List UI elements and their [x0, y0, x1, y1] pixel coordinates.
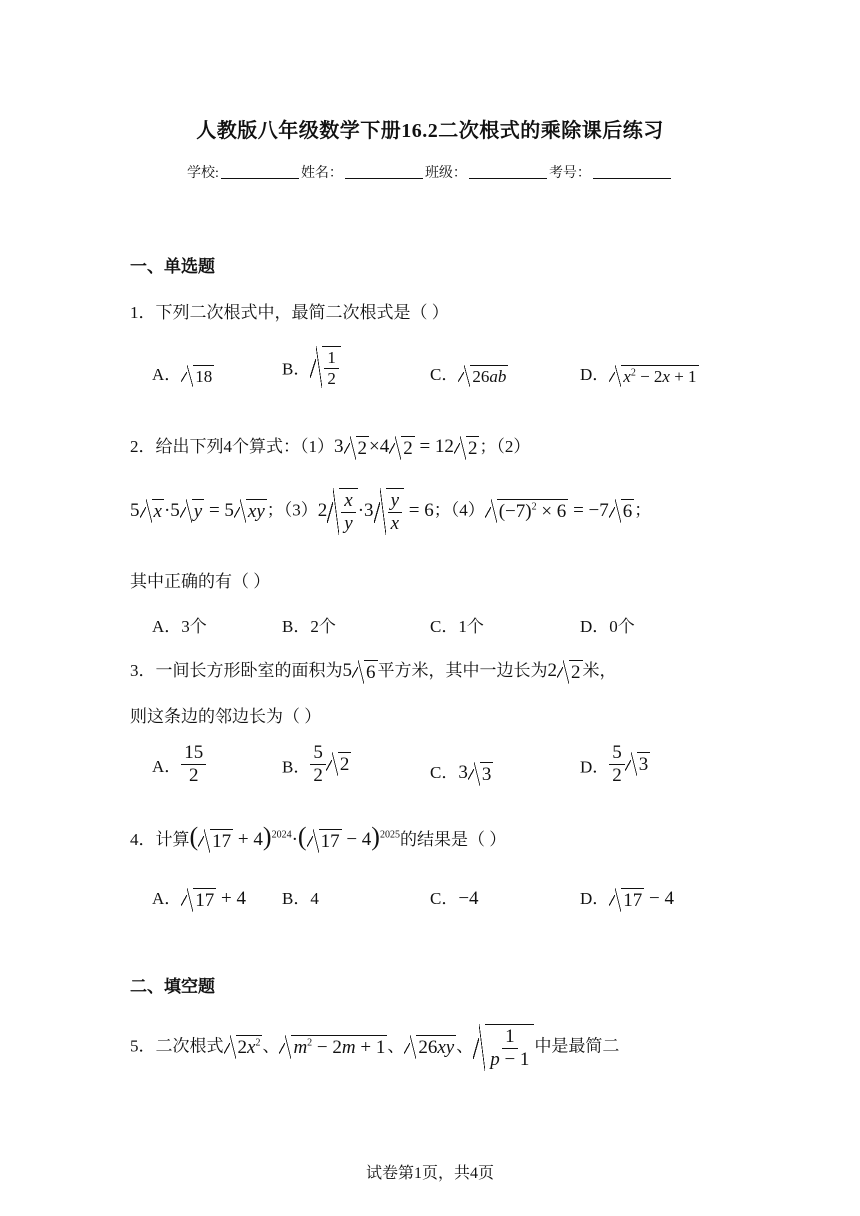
page-footer: 试卷第1页，共4页 [365, 1165, 494, 1182]
student-info-line [0, 162, 860, 182]
q1-option-b [282, 346, 341, 388]
school-label: 学校: [187, 166, 219, 181]
option-label: C． [430, 763, 459, 782]
sqrt-expression: 26ab [458, 365, 508, 387]
question-5-text-part-2: 中是最简二 [534, 1036, 620, 1056]
q2-option-a: A．3个 [152, 617, 207, 636]
q4-option-c [430, 884, 479, 910]
option-expression: $\frac{5}{2}$ 3 [609, 753, 650, 774]
question-2-line-1 [130, 432, 530, 460]
option-label: B． [282, 359, 311, 379]
q3-option-b [282, 742, 351, 787]
q2-option-c: C．1个 [430, 617, 484, 636]
q4-option-a [152, 884, 246, 912]
option-label: C． [430, 365, 459, 384]
section-heading-fill-in: 二、填空题 [130, 977, 215, 996]
question-2-line-2 [130, 488, 651, 535]
question-1-text: 1．下列二次根式中，最简二次根式是（ ） [130, 303, 449, 322]
option-label: D． [580, 365, 610, 384]
formula-1: 3 2 ×4 2 = 12 2 [334, 436, 478, 459]
radical-4: $\frac{1}{p - 1}$ [473, 1036, 534, 1057]
separator: ；（2） [479, 437, 531, 456]
question-3-text-part-2: 平方米，其中一边长为 [377, 661, 548, 680]
formula-3: 2 $\frac{x}{y}$ ·3 $\frac{y}{x}$ = 6 [317, 490, 434, 534]
q2-option-d: D．0个 [580, 617, 635, 636]
separator: 、 [456, 1036, 474, 1056]
q3-option-c [430, 758, 493, 786]
area-value: 5 6 [342, 660, 376, 683]
separator: ；（3） [266, 500, 318, 520]
page-title: 人教版八年级数学下册16.2二次根式的乘除课后练习 [196, 120, 664, 142]
name-label: 姓名： [300, 166, 343, 181]
formula-4: $(-7)^2 \times 6 = -7$ 6 [485, 500, 635, 521]
question-4-text-part-2: 的结果是（ ） [399, 830, 507, 849]
q1-option-a [152, 360, 214, 387]
q1-option-c [430, 360, 508, 387]
option-expression: 3 3 [458, 762, 492, 785]
separator: 、 [387, 1036, 405, 1056]
question-2-prompt: 其中正确的有（ ） [130, 572, 271, 591]
sqrt-expression: 18 [181, 365, 214, 387]
radical-1: $2x^2$ [224, 1036, 263, 1057]
side-value: 2 2 [547, 660, 581, 683]
separator: ； [634, 500, 652, 520]
school-blank [221, 166, 299, 179]
option-expression: −4 [458, 888, 479, 909]
class-blank [469, 166, 547, 179]
q3-option-d [580, 742, 650, 787]
question-4-line [130, 822, 506, 853]
question-3-line-2: 则这条边的邻边长为（ ） [130, 707, 322, 726]
q3-option-a [152, 742, 206, 787]
fraction-15-2: $\frac{15}{2}$ [181, 742, 206, 787]
radical-2: $m^2 - 2m + 1$ [279, 1036, 387, 1057]
power-expression: ( 17 + 4)$^{2024}$·( 17 − 4)$^{2025}$ [189, 822, 400, 852]
q1-option-d [580, 360, 699, 387]
question-3-text-part-3: 米， [582, 661, 617, 680]
option-expression: $\frac{5}{2}$ 2 [310, 753, 351, 774]
name-blank [345, 166, 423, 179]
option-label: A． [152, 756, 182, 776]
formula-2: 5 x ·5 y = 5 xy [130, 499, 265, 523]
question-3-text-part-1: 3．一间长方形卧室的面积为 [130, 661, 343, 680]
sqrt-expression: $\frac{1}{2}$ [310, 346, 341, 388]
sqrt-expression: $x^2 - 2x + 1$ [609, 365, 698, 387]
option-expression: 17 − 4 [609, 888, 674, 909]
separator: ；（4） [433, 500, 485, 520]
question-2-text: 2．给出下列4个算式：（1） [130, 437, 334, 456]
question-4-text-part-1: 4．计算 [130, 830, 190, 849]
option-label: A． [152, 889, 182, 908]
section-heading-single-choice: 一、单选题 [130, 257, 215, 276]
question-3-line-1 [130, 656, 617, 684]
question-5-line [130, 1024, 619, 1071]
exam-no-blank [593, 166, 671, 179]
option-label: D． [580, 889, 610, 908]
class-label: 班级： [424, 166, 467, 181]
option-label: B． [282, 757, 311, 777]
exam-no-label: 考号： [548, 166, 591, 181]
option-expression: 17 + 4 [181, 888, 246, 909]
separator: 、 [262, 1036, 280, 1056]
q4-option-b: B．4 [282, 889, 319, 908]
option-label: D． [580, 757, 610, 777]
q4-option-d [580, 884, 674, 912]
radical-3: 26xy [404, 1036, 456, 1057]
question-5-text-part-1: 5．二次根式 [130, 1036, 224, 1056]
option-label: C． [430, 889, 459, 908]
q2-option-b: B．2个 [282, 617, 336, 636]
option-label: A． [152, 365, 182, 384]
